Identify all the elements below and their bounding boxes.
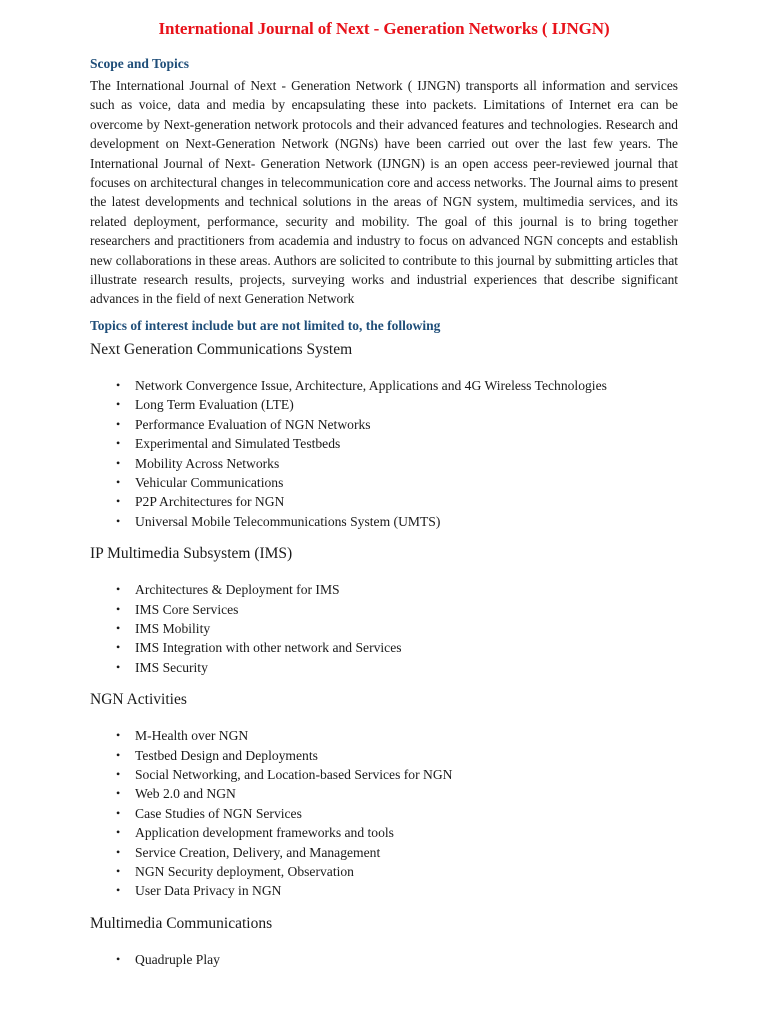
- section-multimedia-communications: [90, 914, 678, 969]
- bullet-icon: •: [116, 883, 121, 898]
- list-item: [90, 376, 678, 395]
- list-item: [90, 726, 678, 745]
- list-item-text: Vehicular Communications: [135, 474, 284, 490]
- list-item-text: Case Studies of NGN Services: [135, 805, 302, 821]
- list-item-text: NGN Security deployment, Observation: [135, 864, 354, 879]
- topic-list: [90, 950, 678, 969]
- intro-paragraph: The International Journal of Next - Generation Network ( IJNGN) transports all information and services such as voice, data and media by encapsulating these into packets. Limitations of Internet era can be overcome by Next-generation network protocols and their advanced features and technologies. Research and development on Next-Generation Network (NGNs) have been carried out over the last few years. The International Journal of Next- Generation Network (IJNGN) is an open access peer-reviewed journal that focuses on architectural changes in telecommunication core and access networks. The Journal aims to present the latest developments and technical solutions in the areas of NGN system, multimedia services, and its related deployment, performance, security and mobility. The goal of this journal is to bring together researchers and practitioners from academia and industry to focus on advanced NGN concepts and establish new collaborations in these areas. Authors are solicited to contribute to this journal by submitting articles that illustrate research results, projects, surveying works and industrial experiences that describe significant advances in the field of next Generation Network: [90, 78, 678, 307]
- list-item: [90, 804, 678, 823]
- bullet-icon: •: [116, 747, 121, 762]
- list-item-text: User Data Privacy in NGN: [135, 883, 282, 899]
- bullet-icon: •: [116, 436, 121, 451]
- list-item-text: Universal Mobile Telecommunications System (UMTS): [135, 513, 441, 529]
- list-item-text: Long Term Evaluation (LTE): [135, 397, 294, 413]
- bullet-icon: •: [116, 377, 121, 392]
- list-item-text: Experimental and Simulated Testbeds: [135, 436, 341, 452]
- topics-heading: Topics of interest include but are not limited to, the following: [90, 317, 441, 333]
- bullet-icon: •: [116, 513, 121, 528]
- bullet-icon: •: [116, 951, 121, 966]
- bullet-icon: •: [116, 864, 121, 878]
- bullet-icon: •: [116, 601, 121, 616]
- bullet-icon: •: [116, 659, 121, 674]
- list-item: [90, 746, 678, 765]
- bullet-icon: •: [116, 416, 121, 431]
- list-item-text: IMS Integration with other network and Services: [135, 640, 402, 656]
- list-item-text: Testbed Design and Deployments: [135, 747, 318, 763]
- list-item: [90, 638, 678, 657]
- list-item: [90, 950, 678, 969]
- list-item: [90, 823, 678, 842]
- list-item-text: Social Networking, and Location-based Services for NGN: [135, 766, 453, 782]
- topic-list: [90, 580, 678, 677]
- list-item-text: Architectures & Deployment for IMS: [135, 582, 340, 598]
- bullet-icon: •: [116, 474, 121, 489]
- list-item: [90, 843, 678, 862]
- list-item-text: IMS Security: [135, 659, 208, 675]
- section-next-generation-communications: [90, 340, 678, 531]
- document-page: [90, 0, 678, 969]
- bullet-icon: •: [116, 728, 121, 743]
- list-item-text: Performance Evaluation of NGN Networks: [135, 416, 371, 432]
- topic-list: [90, 376, 678, 531]
- list-item: [90, 434, 678, 453]
- list-item: [90, 619, 678, 638]
- section-ngn-activities: [90, 690, 678, 901]
- list-item: [90, 862, 678, 881]
- list-item: [90, 473, 678, 492]
- topic-list: [90, 726, 678, 901]
- list-item-text: Web 2.0 and NGN: [135, 786, 236, 802]
- page-title: International Journal of Next - Generation Networks ( IJNGN): [158, 19, 610, 38]
- list-item: [90, 454, 678, 473]
- bullet-icon: •: [116, 805, 121, 820]
- bullet-icon: •: [116, 455, 121, 470]
- bullet-icon: •: [116, 640, 121, 655]
- list-item-text: M-Health over NGN: [135, 728, 249, 744]
- list-item: [90, 881, 678, 900]
- scope-heading: Scope and Topics: [90, 56, 190, 71]
- list-item: [90, 492, 678, 511]
- bullet-icon: •: [116, 397, 121, 412]
- list-item: [90, 415, 678, 434]
- bullet-icon: •: [116, 494, 121, 509]
- list-item: [90, 765, 678, 784]
- bullet-icon: •: [116, 766, 121, 781]
- section-heading: Next Generation Communications System: [90, 340, 353, 358]
- list-item: [90, 580, 678, 599]
- list-item-text: P2P Architectures for NGN: [135, 494, 285, 510]
- section-ip-multimedia-subsystem: [90, 544, 678, 677]
- list-item-text: Application development frameworks and tools: [135, 825, 394, 841]
- bullet-icon: •: [116, 620, 121, 635]
- bullet-icon: •: [116, 825, 121, 840]
- list-item-text: Quadruple Play: [135, 951, 220, 967]
- list-item: [90, 658, 678, 677]
- list-item: [90, 784, 678, 803]
- list-item-text: Service Creation, Delivery, and Management: [135, 844, 381, 860]
- section-heading: Multimedia Communications: [90, 914, 273, 932]
- list-item-text: IMS Core Services: [135, 601, 239, 617]
- section-heading: NGN Activities: [90, 691, 187, 709]
- list-item-text: Network Convergence Issue, Architecture, Applications and 4G Wireless Technologies: [135, 377, 607, 393]
- list-item-text: IMS Mobility: [135, 620, 211, 636]
- bullet-icon: •: [116, 786, 121, 801]
- list-item: [90, 395, 678, 414]
- list-item-text: Mobility Across Networks: [135, 455, 280, 471]
- bullet-icon: •: [116, 582, 121, 597]
- list-item: [90, 600, 678, 619]
- bullet-icon: •: [116, 844, 121, 859]
- list-item: [90, 512, 678, 531]
- section-heading: IP Multimedia Subsystem (IMS): [90, 545, 293, 563]
